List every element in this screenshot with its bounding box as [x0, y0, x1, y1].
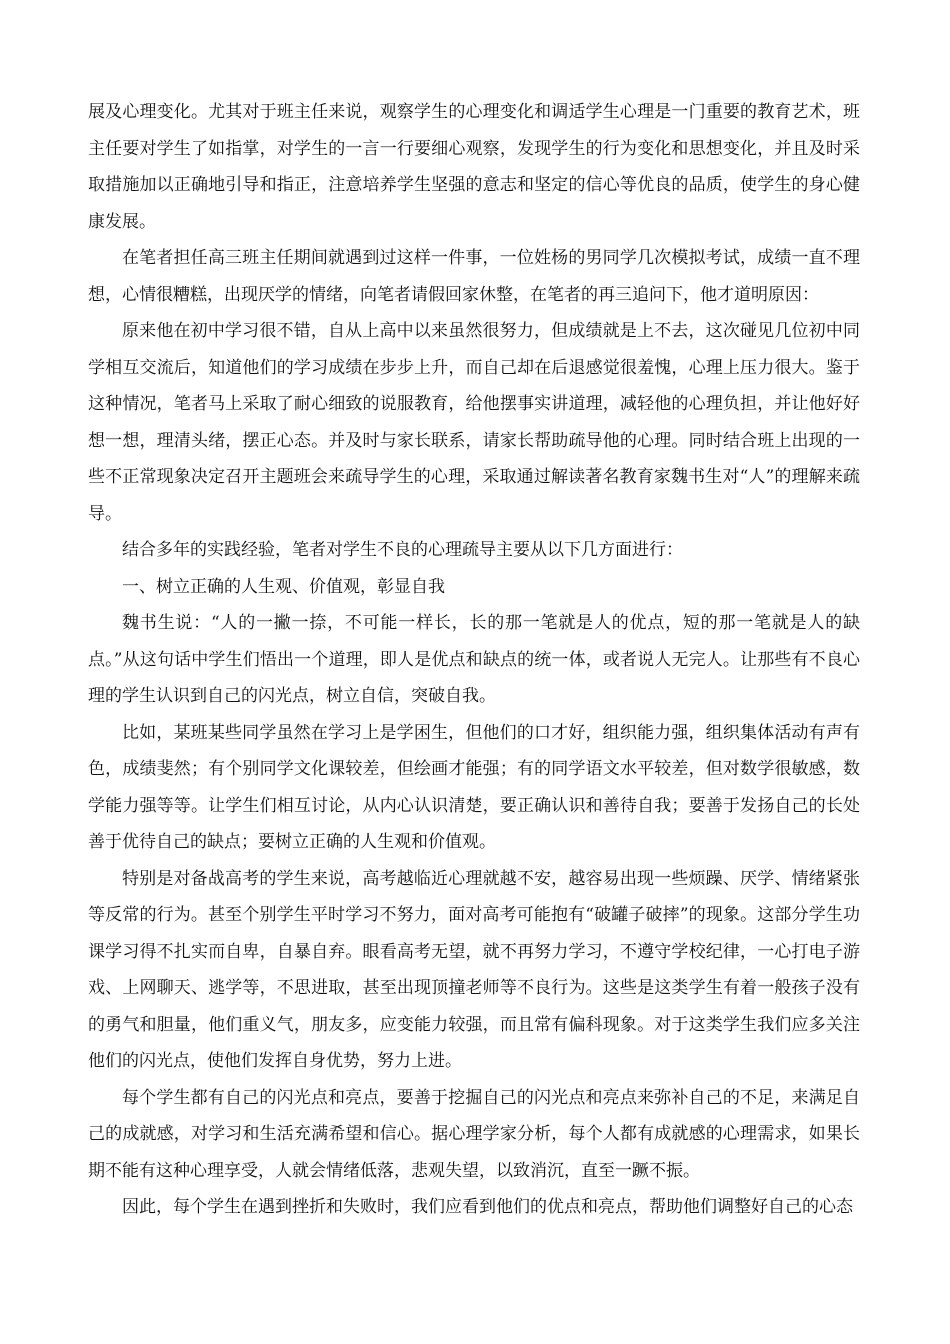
paragraph-3: 原来他在初中学习很不错，自从上高中以来虽然很努力，但成绩就是上不去，这次碰见几位初中同学相互交流后，知道他们的学习成绩在步步上升，而自己却在后退感觉很羞愧，心理上压力很大。鉴于这种情况，笔者马上采取了耐心细致的说服教育，给他摆事实讲道理，减轻他的心理负担，并让他好好想一想，理清头绪，摆正心态。并及时与家长联系，请家长帮助疏导他的心理。同时结合班上出现的一些不正常现象决定召开主题班会来疏导学生的心理，采取通过解读著名教育家魏书生对“人”的理解来疏导。 — [88, 321, 860, 524]
paragraph-4: 结合多年的实践经验，笔者对学生不良的心理疏导主要从以下几方面进行： — [122, 540, 683, 560]
paragraph-9: 每个学生都有自己的闪光点和亮点，要善于挖掘自己的闪光点和亮点来弥补自己的不足，来满足自己的成就感，对学习和生活充满希望和信心。据心理学家分析，每个人都有成就感的心理需求，如果长期不能有这种心理享受，人就会情绪低落，悲观失望，以致消沉，直至一蹶不振。 — [88, 1087, 860, 1181]
document-body — [88, 94, 860, 1226]
paragraph-10: 因此，每个学生在遇到挫折和失败时，我们应看到他们的优点和亮点，帮助他们调整好自己的心态 — [122, 1197, 853, 1217]
paragraph-2: 在笔者担任高三班主任期间就遇到过这样一件事，一位姓杨的男同学几次模拟考试，成绩一直不理想，心情很糟糕，出现厌学的情绪，向笔者请假回家休整，在笔者的再三追问下，他才道明原因： — [88, 248, 860, 305]
section-heading-1: 一、树立正确的人生观、价值观，彰显自我 — [122, 576, 445, 597]
paragraph-6: 魏书生说：“人的一撇一捺，不可能一样长，长的那一笔就是人的优点，短的那一笔就是人的缺点。”从这句话中学生们悟出一个道理，即人是优点和缺点的统一体，或者说人无完人。让那些有不良心理的学生认识到自己的闪光点，树立自信，突破自我。 — [88, 613, 860, 706]
paragraph-8: 特别是对备战高考的学生来说，高考越临近心理就越不安，越容易出现一些烦躁、厌学、情绪紧张等反常的行为。甚至个别学生平时学习不努力，面对高考可能抱有“破罐子破摔”的现象。这部分学生功课学习得不扎实而自卑，自暴自弃。眼看高考无望，就不再努力学习，不遵守学校纪律，一心打电子游戏、上网聊天、逃学等，不思进取，甚至出现顶撞老师等不良行为。这些是这类学生有着一般孩子没有的勇气和胆量，他们重义气，朋友多，应变能力较强，而且常有偏科现象。对于这类学生我们应多关注他们的闪光点，使他们发挥自身优势，努力上进。 — [88, 868, 860, 1071]
paragraph-7: 比如，某班某些同学虽然在学习上是学困生，但他们的口才好，组织能力强，组织集体活动有声有色，成绩斐然；有个别同学文化课较差，但绘画才能强；有的同学语文水平较差，但对数学很敏感，数学能力强等等。让学生们相互讨论，从内心认识清楚，要正确认识和善待自我；要善于发扬自己的长处善于优待自己的缺点；要树立正确的人生观和价值观。 — [88, 722, 860, 852]
paragraph-1: 展及心理变化。尤其对于班主任来说，观察学生的心理变化和调适学生心理是一门重要的教育艺术，班主任要对学生了如指掌，对学生的一言一行要细心观察，发现学生的行为变化和思想变化，并且及时采取措施加以正确地引导和指正，注意培养学生坚强的意志和坚定的信心等优良的品质，使学生的身心健康发展。 — [88, 102, 860, 232]
